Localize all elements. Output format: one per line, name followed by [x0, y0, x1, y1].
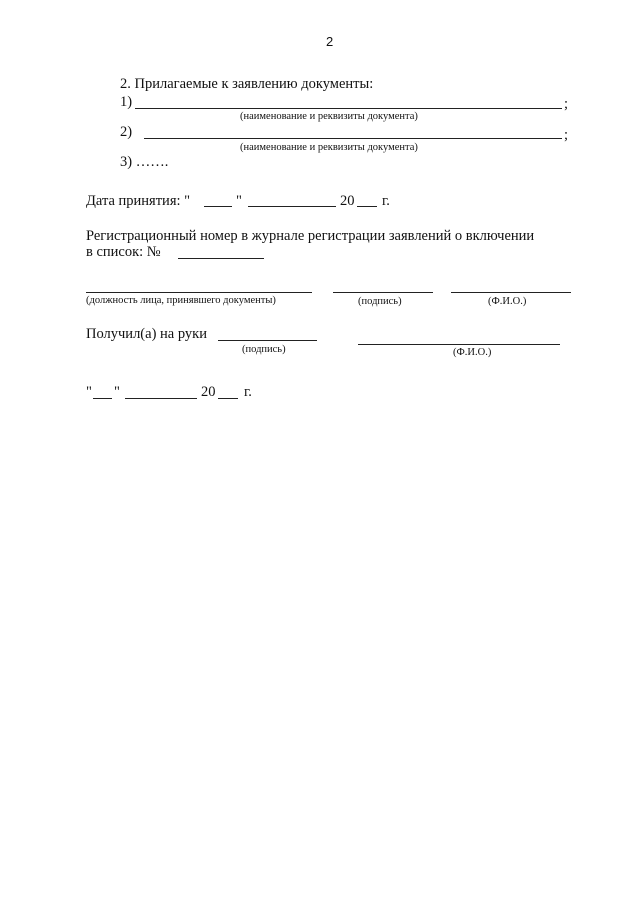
- acceptance-quote-close: ": [236, 193, 242, 209]
- position-caption: (должность лица, принявшего документы): [86, 295, 276, 306]
- final-year-line: [218, 398, 238, 399]
- final-year-suffix: г.: [244, 384, 252, 400]
- acceptance-month-line: [248, 206, 336, 207]
- signature-line: [333, 292, 433, 293]
- received-name-line: [358, 344, 560, 345]
- acceptance-date-label: Дата принятия: ": [86, 193, 191, 209]
- attachment-3: 3) …….: [120, 154, 169, 170]
- acceptance-year-prefix: 20: [340, 193, 355, 209]
- registration-line-1: Регистрационный номер в журнале регистрации заявлений о включении: [86, 228, 535, 244]
- final-year-prefix: 20: [201, 384, 216, 400]
- attachment-1-fill-line: [135, 108, 562, 109]
- position-line: [86, 292, 312, 293]
- page-number: 2: [326, 34, 334, 49]
- name-caption: (Ф.И.О.): [488, 296, 527, 307]
- attachment-2-number: 2): [120, 124, 133, 140]
- attachment-1-end: ;: [564, 96, 569, 112]
- signature-caption: (подпись): [358, 296, 402, 307]
- final-quote-close: ": [114, 384, 120, 400]
- final-day-line: [93, 398, 112, 399]
- final-quote-open: ": [86, 384, 92, 400]
- attachments-heading: 2. Прилагаемые к заявлению документы:: [120, 76, 374, 92]
- acceptance-day-line: [204, 206, 232, 207]
- attachment-2-end: ;: [564, 127, 569, 143]
- registration-number-line: [178, 258, 264, 259]
- final-month-line: [125, 398, 197, 399]
- received-signature-caption: (подпись): [242, 344, 286, 355]
- received-signature-line: [218, 340, 317, 341]
- attachment-1-number: 1): [120, 94, 133, 110]
- acceptance-year-suffix: г.: [382, 193, 390, 209]
- received-name-caption: (Ф.И.О.): [453, 347, 492, 358]
- attachment-2-fill-line: [144, 138, 562, 139]
- name-line: [451, 292, 571, 293]
- attachment-1-caption: (наименование и реквизиты документа): [240, 111, 418, 122]
- acceptance-year-line: [357, 206, 377, 207]
- attachment-2-caption: (наименование и реквизиты документа): [240, 142, 418, 153]
- registration-line-2: в список: №: [86, 244, 161, 260]
- received-label: Получил(а) на руки: [86, 326, 207, 342]
